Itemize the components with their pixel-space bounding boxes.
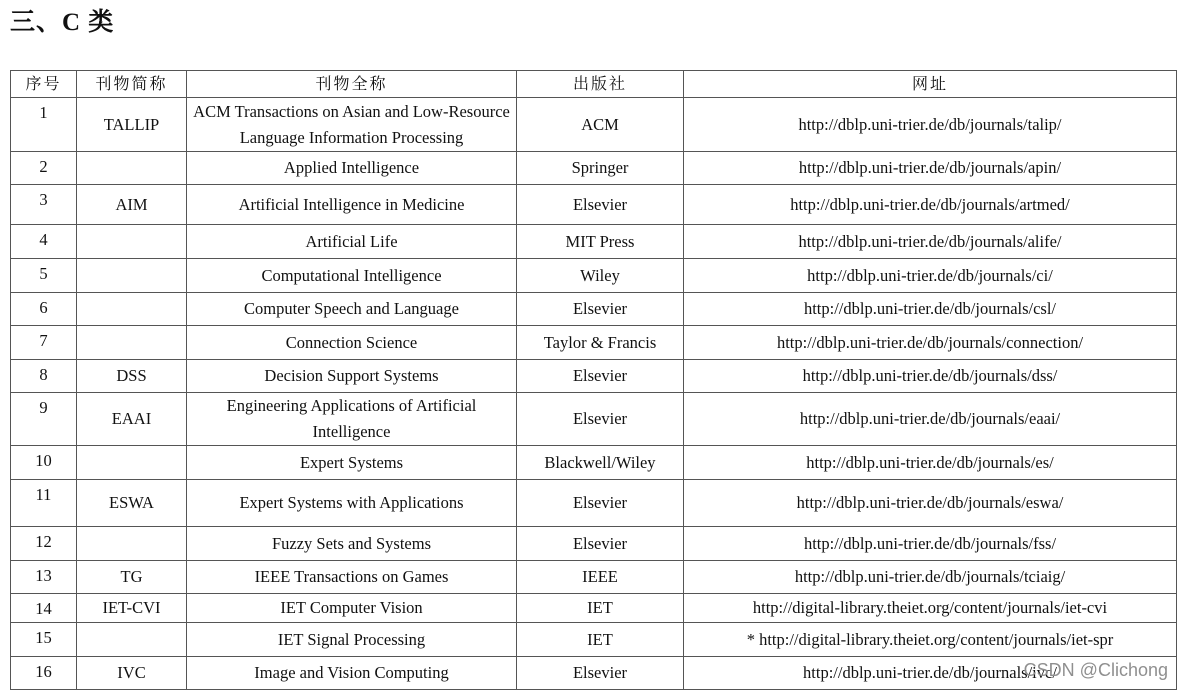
row-abbreviation (77, 527, 187, 561)
row-abbreviation: IVC (77, 657, 187, 690)
row-url: http://dblp.uni-trier.de/db/journals/ivc/ (684, 657, 1177, 690)
row-url: http://dblp.uni-trier.de/db/journals/fss/ (684, 527, 1177, 561)
row-abbreviation (77, 225, 187, 259)
row-publisher: Elsevier (517, 185, 684, 225)
row-number: 15 (11, 623, 77, 657)
row-url: * http://digital-library.theiet.org/content/journals/iet-spr (684, 623, 1177, 657)
table-header-row (11, 71, 1177, 98)
row-abbreviation (77, 259, 187, 293)
table-row (11, 561, 1177, 594)
row-publisher: Elsevier (517, 480, 684, 527)
row-url: http://dblp.uni-trier.de/db/journals/alife/ (684, 225, 1177, 259)
row-publisher: Springer (517, 152, 684, 185)
row-full-name: Engineering Applications of Artificial Intelligence (187, 393, 517, 446)
table-row (11, 259, 1177, 293)
row-publisher: Elsevier (517, 360, 684, 393)
row-full-name: Fuzzy Sets and Systems (187, 527, 517, 561)
header-url: 网址 (684, 71, 1177, 98)
row-abbreviation (77, 623, 187, 657)
table-row (11, 185, 1177, 225)
table-row (11, 480, 1177, 527)
row-abbreviation: TG (77, 561, 187, 594)
row-full-name: Expert Systems (187, 446, 517, 480)
row-url: http://digital-library.theiet.org/content/journals/iet-cvi (684, 594, 1177, 623)
row-full-name: ACM Transactions on Asian and Low-Resource Language Information Processing (187, 98, 517, 152)
row-number: 10 (11, 446, 77, 480)
header-number: 序号 (11, 71, 77, 98)
row-full-name: Decision Support Systems (187, 360, 517, 393)
row-number: 4 (11, 225, 77, 259)
row-publisher: MIT Press (517, 225, 684, 259)
row-abbreviation: IET-CVI (77, 594, 187, 623)
row-url: http://dblp.uni-trier.de/db/journals/es/ (684, 446, 1177, 480)
row-url: http://dblp.uni-trier.de/db/journals/artmed/ (684, 185, 1177, 225)
row-abbreviation: AIM (77, 185, 187, 225)
row-publisher: Elsevier (517, 657, 684, 690)
row-url: http://dblp.uni-trier.de/db/journals/talip/ (684, 98, 1177, 152)
row-number: 14 (11, 594, 77, 623)
row-number: 9 (11, 393, 77, 446)
row-abbreviation (77, 293, 187, 326)
table-row (11, 594, 1177, 623)
table-row (11, 225, 1177, 259)
row-full-name: Connection Science (187, 326, 517, 360)
row-number: 2 (11, 152, 77, 185)
row-publisher: ACM (517, 98, 684, 152)
row-publisher: IET (517, 623, 684, 657)
table-row (11, 98, 1177, 152)
table-row (11, 360, 1177, 393)
row-full-name: Computational Intelligence (187, 259, 517, 293)
row-full-name: IET Signal Processing (187, 623, 517, 657)
table-row (11, 293, 1177, 326)
row-publisher: Blackwell/Wiley (517, 446, 684, 480)
row-abbreviation (77, 152, 187, 185)
row-url: http://dblp.uni-trier.de/db/journals/connection/ (684, 326, 1177, 360)
row-url: http://dblp.uni-trier.de/db/journals/eswa/ (684, 480, 1177, 527)
row-full-name: IET Computer Vision (187, 594, 517, 623)
row-number: 5 (11, 259, 77, 293)
header-publisher: 出版社 (517, 71, 684, 98)
row-number: 7 (11, 326, 77, 360)
row-publisher: Elsevier (517, 293, 684, 326)
journal-table (10, 70, 1177, 690)
row-full-name: IEEE Transactions on Games (187, 561, 517, 594)
row-abbreviation (77, 446, 187, 480)
row-number: 12 (11, 527, 77, 561)
row-abbreviation: ESWA (77, 480, 187, 527)
row-publisher: Elsevier (517, 527, 684, 561)
table-row (11, 446, 1177, 480)
table-row (11, 623, 1177, 657)
row-abbreviation: TALLIP (77, 98, 187, 152)
table-row (11, 657, 1177, 690)
header-abbreviation: 刊物简称 (77, 71, 187, 98)
row-publisher: Wiley (517, 259, 684, 293)
row-abbreviation (77, 326, 187, 360)
table-row (11, 152, 1177, 185)
csdn-watermark: CSDN @Clichong (1023, 660, 1168, 680)
row-publisher: Taylor & Francis (517, 326, 684, 360)
row-number: 3 (11, 185, 77, 225)
row-full-name: Artificial Intelligence in Medicine (187, 185, 517, 225)
row-publisher: IET (517, 594, 684, 623)
row-number: 11 (11, 480, 77, 527)
row-full-name: Expert Systems with Applications (187, 480, 517, 527)
row-number: 16 (11, 657, 77, 690)
row-number: 13 (11, 561, 77, 594)
row-publisher: IEEE (517, 561, 684, 594)
row-url: http://dblp.uni-trier.de/db/journals/apin/ (684, 152, 1177, 185)
row-full-name: Artificial Life (187, 225, 517, 259)
row-number: 1 (11, 98, 77, 152)
table-row (11, 527, 1177, 561)
row-url: http://dblp.uni-trier.de/db/journals/tciaig/ (684, 561, 1177, 594)
row-abbreviation: DSS (77, 360, 187, 393)
row-url: http://dblp.uni-trier.de/db/journals/csl/ (684, 293, 1177, 326)
header-full-name: 刊物全称 (187, 71, 517, 98)
table-row (11, 326, 1177, 360)
row-full-name: Computer Speech and Language (187, 293, 517, 326)
row-url: http://dblp.uni-trier.de/db/journals/ci/ (684, 259, 1177, 293)
row-number: 6 (11, 293, 77, 326)
row-publisher: Elsevier (517, 393, 684, 446)
row-full-name: Image and Vision Computing (187, 657, 517, 690)
row-full-name: Applied Intelligence (187, 152, 517, 185)
row-url: http://dblp.uni-trier.de/db/journals/eaai/ (684, 393, 1177, 446)
row-number: 8 (11, 360, 77, 393)
row-abbreviation: EAAI (77, 393, 187, 446)
section-heading: 三、C 类 (10, 9, 115, 36)
table-row (11, 393, 1177, 446)
row-url: http://dblp.uni-trier.de/db/journals/dss/ (684, 360, 1177, 393)
